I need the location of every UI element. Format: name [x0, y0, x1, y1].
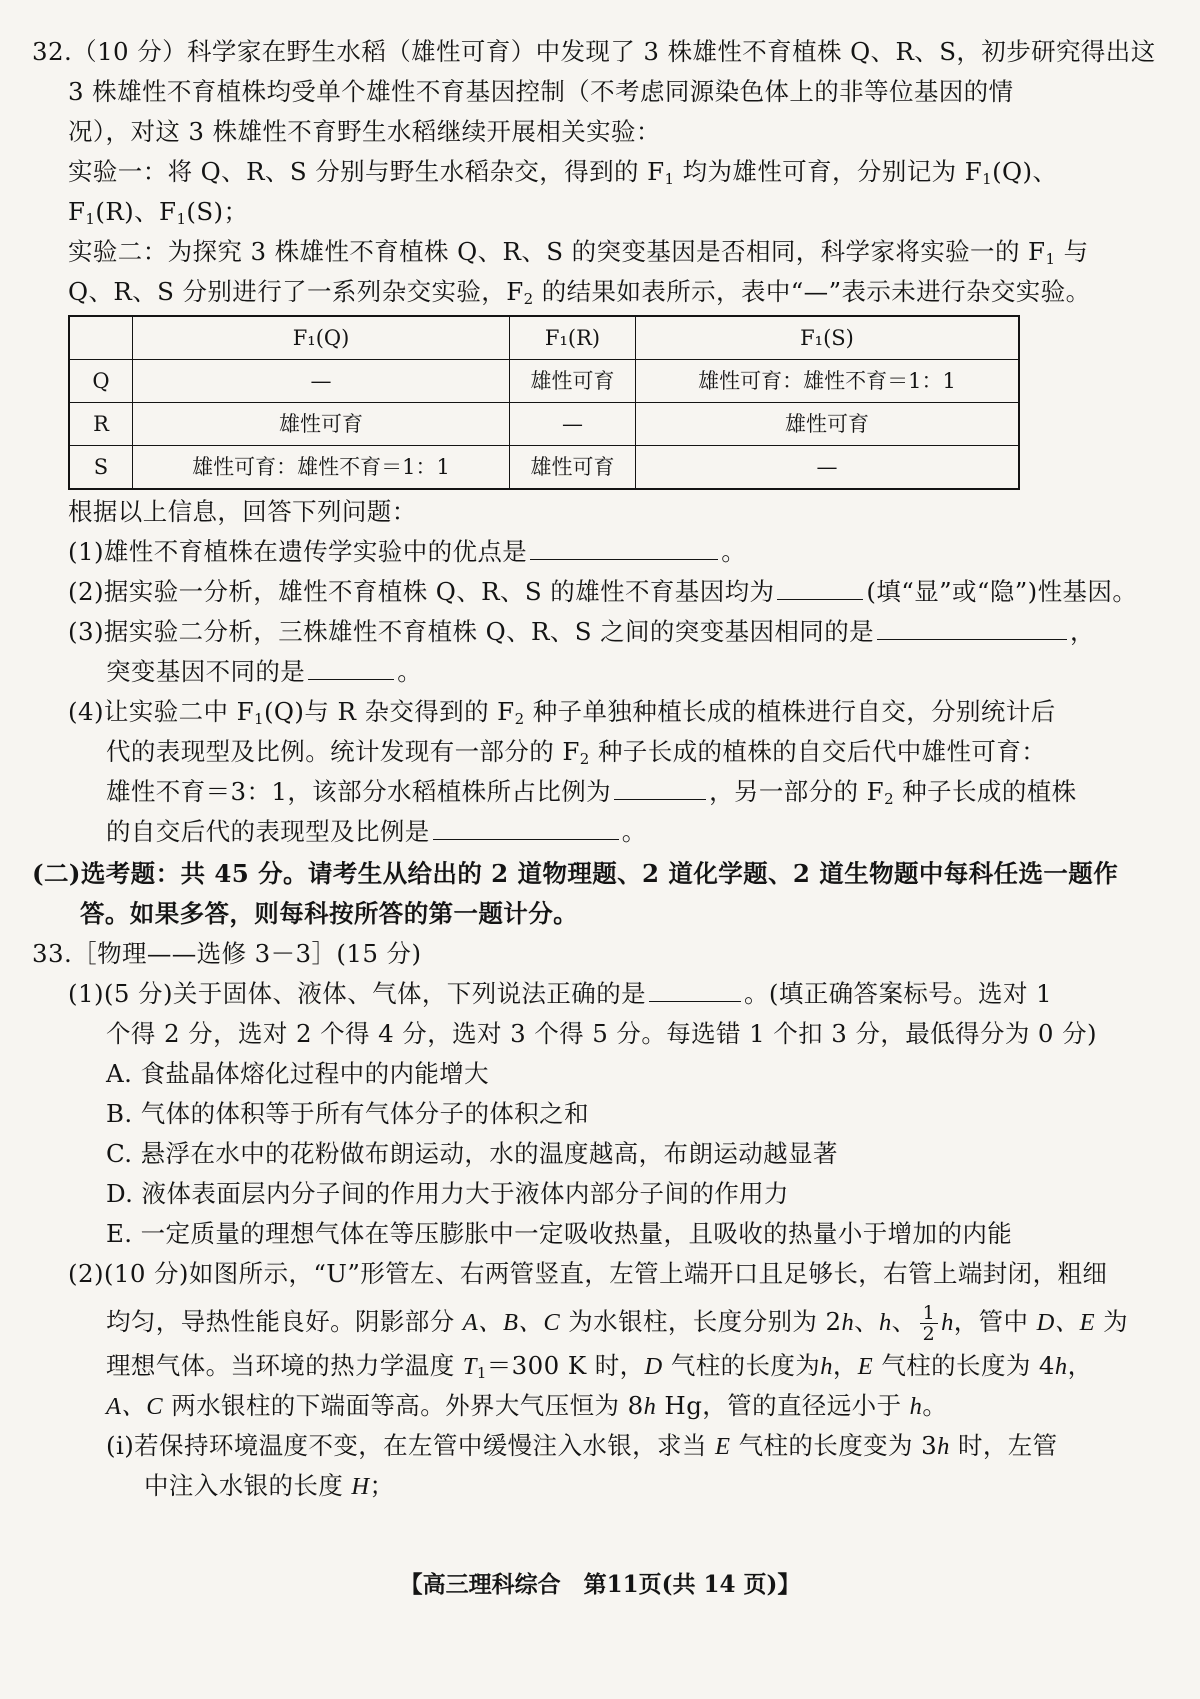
- q33-option-d: D. 液体表面层内分子间的作用力大于液体内部分子间的作用力: [106, 1179, 789, 1208]
- table-cell: —: [636, 446, 1020, 490]
- table-cell: 雄性可育: [510, 446, 636, 490]
- q33-option-b: B. 气体的体积等于所有气体分子的体积之和: [106, 1099, 589, 1128]
- q33-part2-line4: A、C 两水银柱的下端面等高。外界大气压恒为 8h Hg，管的直径远小于 h。: [106, 1391, 948, 1420]
- q33-option-a: A. 食盐晶体熔化过程中的内能增大: [106, 1059, 490, 1088]
- q32-intro-line2: 3 株雄性不育植株均受单个雄性不育基因控制（不考虑同源染色体上的非等位基因的情: [68, 77, 1014, 106]
- table-cell: 雄性可育：雄性不育＝1：1: [133, 446, 510, 490]
- q33-subpart-i-line2: 中注入水银的长度 H；: [144, 1471, 395, 1500]
- q33-part2-line2: 均匀，导热性能良好。阴影部分 A、B、C 为水银柱，长度分别为 2h、h、 $\frac{1}{2}$ h，管中 D、E 为: [106, 1302, 1129, 1345]
- q32-part4-line4: 的自交后代的表现型及比例是 。: [106, 817, 647, 846]
- answer-blank[interactable]: [649, 979, 741, 1002]
- answer-blank[interactable]: [614, 777, 706, 800]
- q32-part3-line1: (3)据实验二分析，三株雄性不育植株 Q、R、S 之间的突变基因相同的是 ，: [68, 617, 1095, 646]
- hybrid-results-table: [68, 315, 1020, 490]
- q33-part1-line2: 个得 2 分，选对 2 个得 4 分，选对 3 个得 5 分。每选错 1 个扣 3 分，最低得分为 0 分): [106, 1019, 1097, 1048]
- table-cell: 雄性可育: [510, 360, 636, 403]
- table-header-cell: F₁(R): [510, 316, 636, 360]
- table-cell: 雄性可育: [133, 403, 510, 446]
- q32-intro-line1: 32.（10 分）科学家在野生水稻（雄性可育）中发现了 3 株雄性不育植株 Q、R、S，初步研究得出这: [32, 37, 1156, 66]
- table-header-row: [69, 316, 1019, 360]
- answer-blank[interactable]: [777, 577, 863, 600]
- answer-blank[interactable]: [877, 617, 1067, 640]
- q32-intro-line3: 况），对这 3 株雄性不育野生水稻继续开展相关实验：: [68, 117, 661, 146]
- table-cell: S: [69, 446, 133, 490]
- q32-part4-line2: 代的表现型及比例。统计发现有一部分的 $F_2$ 种子长成的植株的自交后代中雄性可育：: [106, 737, 1047, 768]
- table-cell: R: [69, 403, 133, 446]
- table-row: [69, 360, 1019, 403]
- q33-option-e: E. 一定质量的理想气体在等压膨胀中一定吸收热量，且吸收的热量小于增加的内能: [106, 1219, 1013, 1248]
- q32-exp2-line1: 实验二：为探究 3 株雄性不育植株 Q、R、S 的突变基因是否相同，科学家将实验一的 $F_1$ 与: [68, 237, 1089, 268]
- q32-part4-line3: 雄性不育＝3：1，该部分水稻植株所占比例为 ，另一部分的 $F_2$ 种子长成的植株: [106, 777, 1077, 808]
- table-header-cell: F₁(S): [636, 316, 1020, 360]
- q33-part1-line1: (1)(5 分)关于固体、液体、气体，下列说法正确的是 。(填正确答案标号。选对 1: [68, 979, 1053, 1008]
- q33-title: 33.［物理——选修 3－3］(15 分): [32, 939, 422, 968]
- section2-heading-line2: 答。如果多答，则每科按所答的第一题计分。: [80, 899, 578, 928]
- table-row: [69, 403, 1019, 446]
- table-cell: Q: [69, 360, 133, 403]
- page-footer: 【高三理科综合 第11页(共 14 页)】: [399, 1571, 801, 1598]
- table-cell: —: [133, 360, 510, 403]
- q33-subpart-i-line1: (ⅰ)若保持环境温度不变，在左管中缓慢注入水银，求当 E 气柱的长度变为 3h 时，左管: [106, 1431, 1058, 1460]
- q32-exp2-line2: Q、R、S 分别进行了一系列杂交实验，$F_2$ 的结果如表所示，表中“—”表示未进行杂交实验。: [68, 277, 1091, 308]
- q32-lead: 根据以上信息，回答下列问题：: [68, 497, 417, 526]
- table-header-cell: F₁(Q): [133, 316, 510, 360]
- table-cell: 雄性可育: [636, 403, 1020, 446]
- q33-part2-line3: 理想气体。当环境的热力学温度 $T_1=300$ K 时，D 气柱的长度为h，E 气柱的长度为 4h，: [106, 1351, 1093, 1382]
- q32-exp1-line1: 实验一：将 Q、R、S 分别与野生水稻杂交，得到的 $F_1$ 均为雄性可育，分别记为 $F_1(Q)$、: [68, 157, 1058, 188]
- q32-part3-line2: 突变基因不同的是 。: [106, 657, 423, 686]
- answer-blank[interactable]: [308, 657, 394, 680]
- q32-part2: (2)据实验一分析，雄性不育植株 Q、R、S 的雄性不育基因均为 (填“显”或“隐”)性基因。: [68, 577, 1138, 606]
- fraction-one-half: $\frac{1}{2}$: [920, 1303, 939, 1344]
- q33-option-c: C. 悬浮在水中的花粉做布朗运动，水的温度越高，布朗运动越显著: [106, 1139, 838, 1168]
- q32-part4-line1: (4)让实验二中 $F_1(Q)$与 R 杂交得到的 $F_2$ 种子单独种植长成的植株进行自交，分别统计后: [68, 697, 1056, 728]
- table-header-cell: [69, 316, 133, 360]
- table-cell: 雄性可育：雄性不育＝1：1: [636, 360, 1020, 403]
- q32-exp1-line2: $F_1(R)$、$F_1(S)$；: [68, 197, 249, 228]
- table-cell: —: [510, 403, 636, 446]
- q32-part1: (1)雄性不育植株在遗传学实验中的优点是 。: [68, 537, 747, 566]
- answer-blank[interactable]: [530, 537, 718, 560]
- answer-blank[interactable]: [433, 817, 619, 840]
- q33-part2-line1: (2)(10 分)如图所示，“U”形管左、右两管竖直，左管上端开口且足够长，右管上端封闭，粗细: [68, 1259, 1108, 1288]
- table-row: [69, 446, 1019, 490]
- section2-heading-line1: (二)选考题：共 45 分。请考生从给出的 2 道物理题、2 道化学题、2 道生物题中每科任选一题作: [32, 859, 1119, 888]
